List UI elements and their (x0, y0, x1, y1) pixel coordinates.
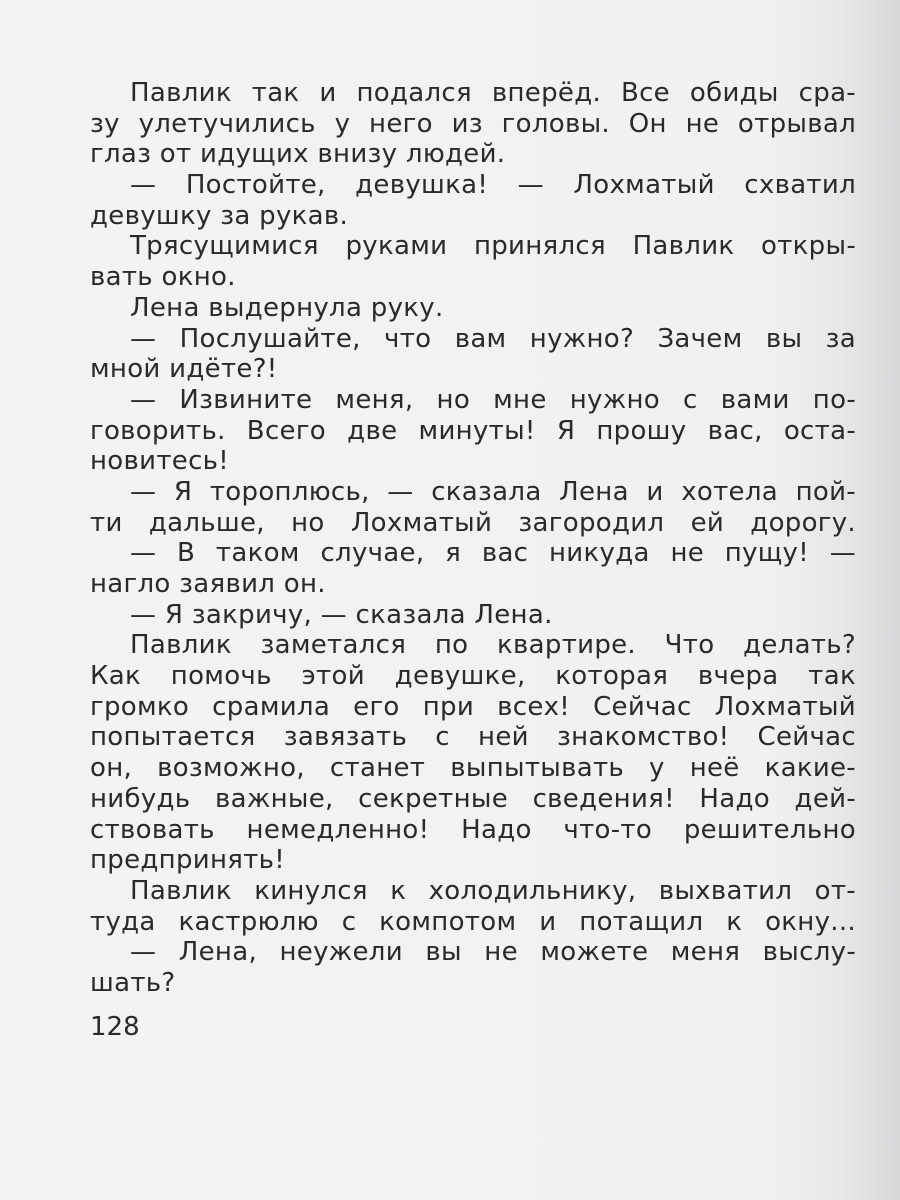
text-line: вать окно. (90, 262, 236, 293)
text-line: говорить. Всего две минуты! Я прошу вас, оста- (90, 415, 856, 446)
text-line: — Послушайте, что вам нужно? Зачем вы за (130, 323, 856, 354)
text-line: Лена выдернула руку. (130, 292, 444, 323)
text-line: шать? (90, 967, 176, 998)
text-line: нагло заявил он. (90, 569, 326, 599)
text-line: предпринять! (90, 845, 286, 876)
text-line: нибудь важные, секретные сведения! Надо дей- (90, 783, 856, 814)
text-line: — Я тороплюсь, — сказала Лена и хотела пой- (130, 476, 856, 507)
text-line: глаз от идущих внизу людей. (90, 139, 506, 170)
text-line: он, возможно, станет выпытывать у неё какие- (90, 753, 856, 784)
page-number: 128 (90, 1012, 140, 1042)
text-line: зу улетучились у него из головы. Он не отрывал (90, 108, 856, 139)
text-line: Павлик кинулся к холодильнику, выхватил от- (130, 875, 856, 906)
text-line: девушку за рукав. (90, 200, 349, 231)
body-text (90, 78, 856, 999)
text-line: Трясущимися руками принялся Павлик откры- (130, 231, 856, 262)
text-line: — Лена, неужели вы не можете меня выслу- (130, 937, 856, 968)
text-line: — Я закричу, — сказала Лена. (130, 599, 553, 630)
text-line: — Извините меня, но мне нужно с вами по- (130, 384, 856, 415)
text-line: ти дальше, но Лохматый загородил ей дорогу. (90, 507, 856, 538)
text-line: ствовать немедленно! Надо что-то решительно (90, 814, 856, 845)
text-line: Как помочь этой девушке, которая вчера так (90, 661, 856, 692)
text-line: — В таком случае, я вас никуда не пущу! — (130, 538, 856, 569)
text-line: громко срамила его при всех! Сейчас Лохматый (90, 691, 856, 722)
text-line: Павлик так и подался вперёд. Все обиды сра- (130, 78, 856, 108)
text-line: туда кастрюлю с компотом и потащил к окну... (90, 906, 856, 937)
text-line: — Постойте, девушка! — Лохматый схватил (130, 170, 856, 201)
text-line: новитесь! (90, 446, 230, 477)
text-line: Павлик заметался по квартире. Что делать? (130, 630, 856, 661)
text-line: попытается завязать с ней знакомство! Сейчас (90, 722, 856, 753)
text-line: мной идёте?! (90, 354, 278, 385)
